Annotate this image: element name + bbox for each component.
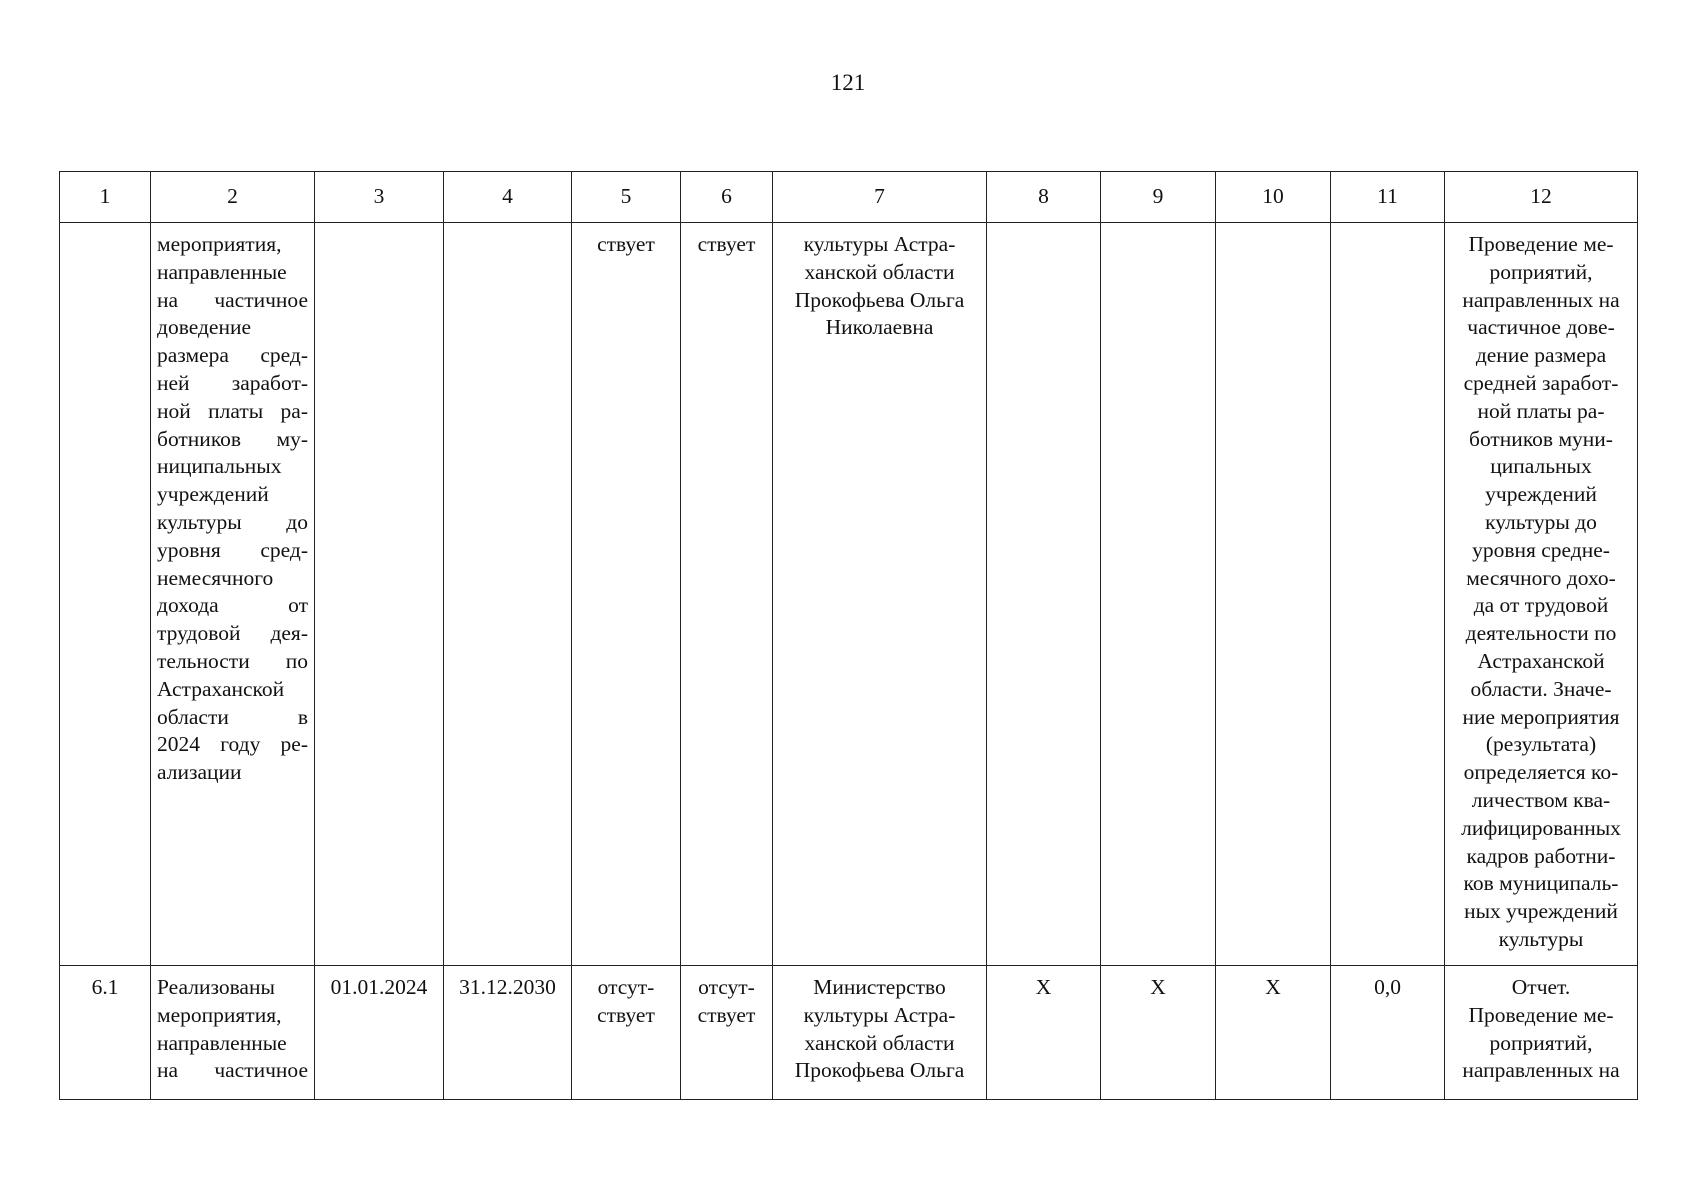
cell-col11: 0,0 bbox=[1331, 966, 1445, 1100]
cell-col5: отсут- ствует bbox=[572, 966, 681, 1100]
table-row-6-1 bbox=[60, 966, 1638, 1100]
column-number: 9 bbox=[1101, 172, 1216, 223]
cell-col9: Х bbox=[1101, 966, 1216, 1100]
cell-description: Отчет. Проведение ме- роприятий, направленных на bbox=[1445, 966, 1638, 1100]
column-number: 5 bbox=[572, 172, 681, 223]
cell-col8 bbox=[987, 223, 1101, 966]
column-number: 12 bbox=[1445, 172, 1638, 223]
cell-activity-name: мероприятия, направленные на частичное доведение размера сред- ней заработ- ной платы ра- ботников му- ниципальных учреждений культуры до уровня сред- немесячного дохода от трудовой дея- тельности по Астраханской области в 2024 году ре- ализации bbox=[151, 223, 315, 966]
cell-col9 bbox=[1101, 223, 1216, 966]
cell-end-date bbox=[444, 223, 572, 966]
cell-responsible: Министерство культуры Астра- ханской области Прокофьева Ольга bbox=[773, 966, 987, 1100]
cell-start-date bbox=[315, 223, 444, 966]
cell-number bbox=[60, 223, 151, 966]
plan-table bbox=[59, 171, 1638, 1100]
column-number: 2 bbox=[151, 172, 315, 223]
column-number: 11 bbox=[1331, 172, 1445, 223]
column-number: 10 bbox=[1216, 172, 1331, 223]
column-number: 1 bbox=[60, 172, 151, 223]
column-number-row bbox=[60, 172, 1638, 223]
column-number: 3 bbox=[315, 172, 444, 223]
cell-activity-name: Реализованы мероприятия, направленные на частичное bbox=[151, 966, 315, 1100]
cell-col6: отсут- ствует bbox=[681, 966, 773, 1100]
cell-col5: ствует bbox=[572, 223, 681, 966]
cell-col11 bbox=[1331, 223, 1445, 966]
page-number: 121 bbox=[830, 70, 866, 95]
cell-col10 bbox=[1216, 223, 1331, 966]
column-number: 6 bbox=[681, 172, 773, 223]
table-row-continuation bbox=[60, 223, 1638, 966]
column-number: 4 bbox=[444, 172, 572, 223]
cell-col6: ствует bbox=[681, 223, 773, 966]
cell-col8: Х bbox=[987, 966, 1101, 1100]
cell-col10: Х bbox=[1216, 966, 1331, 1100]
column-number: 7 bbox=[773, 172, 987, 223]
cell-start-date: 01.01.2024 bbox=[315, 966, 444, 1100]
cell-responsible: культуры Астра- ханской области Прокофьева Ольга Николаевна bbox=[773, 223, 987, 966]
column-number: 8 bbox=[987, 172, 1101, 223]
cell-end-date: 31.12.2030 bbox=[444, 966, 572, 1100]
cell-number: 6.1 bbox=[60, 966, 151, 1100]
cell-description: Проведение ме- роприятий, направленных на частичное дове- дение размера средней заработ- ной платы ра- ботников муни- ципальных учреждений культуры до уровня средне- месячного дохо- да от трудовой деятельности по Астраханской области. Значе- ние мероприятия (результата) определяется ко- личеством ква- лифицированных кадров работни- ков муниципаль- ных учреждений культуры bbox=[1445, 223, 1638, 966]
